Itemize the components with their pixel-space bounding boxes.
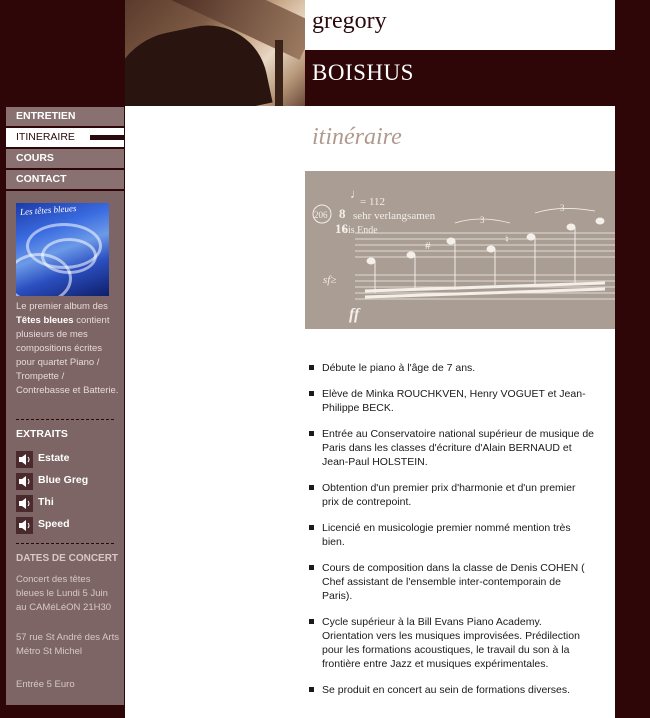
score-time-bottom: 16 bbox=[335, 221, 348, 236]
svg-text:#: # bbox=[425, 240, 431, 252]
track-label: Blue Greg bbox=[38, 474, 89, 486]
svg-text:3: 3 bbox=[480, 215, 485, 225]
bio-item: Débute le piano à l'âge de 7 ans. bbox=[322, 361, 594, 375]
dates-title: DATES DE CONCERT bbox=[16, 553, 119, 564]
nav-item-itineraire[interactable]: ITINERAIRE bbox=[6, 128, 124, 147]
bio-item: Licencié en musicologie premier nommé mention très bien. bbox=[322, 521, 594, 549]
divider bbox=[16, 543, 114, 544]
concert-price: Entrée 5 Euro bbox=[16, 679, 75, 690]
svg-text:♩: ♩ bbox=[350, 186, 363, 201]
speaker-icon bbox=[16, 495, 33, 512]
site-first-name: gregory bbox=[312, 8, 387, 34]
extraits-title: EXTRAITS bbox=[16, 428, 68, 440]
track-blue-greg[interactable] bbox=[16, 473, 106, 491]
main-nav bbox=[6, 107, 124, 191]
speaker-icon bbox=[16, 517, 33, 534]
score-time-top: 8 bbox=[339, 206, 346, 221]
score-dynamic: ff bbox=[349, 306, 360, 323]
svg-text:3: 3 bbox=[560, 203, 565, 213]
score-dynamic-small: sf≥ bbox=[323, 274, 337, 286]
bio-list bbox=[322, 361, 594, 709]
bio-item: Cycle supérieur à la Bill Evans Piano Academy. Orientation vers les musiques improvisées. Prédilection pour les formations acoustiques, le travail du son à la frontière entre Jazz et musiques expérimentales. bbox=[322, 615, 594, 671]
concert-address: 57 rue St André des Arts Métro St Michel bbox=[16, 632, 119, 657]
nav-item-contact[interactable]: CONTACT bbox=[6, 170, 124, 189]
score-tempo: = 112 bbox=[360, 196, 386, 208]
bio-item: Se produit en concert au sein de formations diverses. bbox=[322, 683, 594, 697]
track-label: Estate bbox=[38, 452, 70, 464]
music-score-image bbox=[305, 171, 615, 329]
concert-info: Concert des têtes bleues le Lundi 5 Juin au CAMéLéON 21H30 bbox=[16, 574, 112, 613]
album-name: Têtes bleues bbox=[16, 315, 74, 326]
site-last-name: BOISHUS bbox=[312, 60, 414, 85]
score-measure: 206 bbox=[314, 210, 328, 220]
svg-text:♮: ♮ bbox=[505, 234, 509, 246]
track-thi[interactable] bbox=[16, 495, 106, 513]
track-label: Speed bbox=[38, 518, 70, 530]
track-speed[interactable] bbox=[16, 517, 106, 535]
score-instruction: bis Ende bbox=[343, 225, 378, 236]
bio-item: Cours de composition dans la classe de Denis COHEN ( Chef assistant de l'ensemble inter-contemporain de Paris). bbox=[322, 561, 594, 603]
nav-item-cours[interactable]: COURS bbox=[6, 149, 124, 168]
album-cover-title: Les têtes bleues bbox=[19, 203, 77, 217]
page-title: itinéraire bbox=[312, 124, 402, 150]
header-piano-photo bbox=[125, 0, 305, 106]
album-cover[interactable] bbox=[16, 203, 109, 296]
bio-item: Elève de Minka ROUCHKVEN, Henry VOGUET et Jean-Philippe BECK. bbox=[322, 387, 594, 415]
speaker-icon bbox=[16, 473, 33, 490]
score-marking: sehr verlangsamen bbox=[353, 210, 436, 222]
bio-item: Obtention d'un premier prix d'harmonie et d'un premier prix de contrepoint. bbox=[322, 481, 594, 509]
bio-item: Entrée au Conservatoire national supérieur de musique de Paris dans les classes d'écriture d'Alain BERNAUD et Jean-Paul HOLSTEIN. bbox=[322, 428, 595, 468]
track-estate[interactable] bbox=[16, 451, 106, 469]
nav-item-entretien[interactable]: ENTRETIEN bbox=[6, 107, 124, 126]
divider bbox=[16, 419, 114, 420]
track-label: Thi bbox=[38, 496, 54, 508]
album-description: Le premier album des Têtes bleues contient plusieurs de mes compositions écrites pour quartet Piano / Trompette / Contrebasse et Batterie. bbox=[16, 301, 119, 396]
speaker-icon bbox=[16, 451, 33, 468]
